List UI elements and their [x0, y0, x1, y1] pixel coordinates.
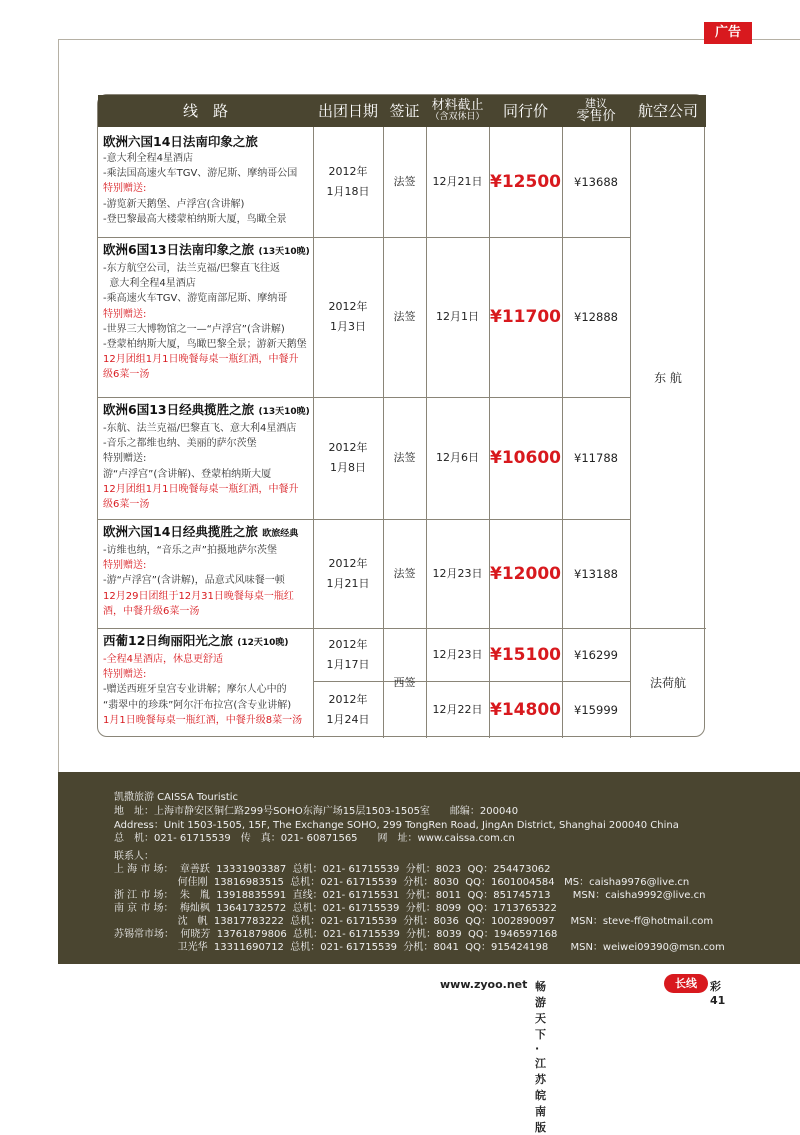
- route-title-text: 欧洲六国14日经典揽胜之旅: [103, 524, 258, 539]
- route-title-text: 欧洲6国13日经典揽胜之旅: [103, 402, 255, 417]
- contact-line: 上 海 市 场： 章善跃 13331903387 总机：021- 61715539 分机：8023 QQ：254473062: [114, 864, 551, 875]
- route-title: [103, 241, 310, 261]
- gift-label: 特别赠送:: [103, 308, 147, 320]
- retail-price: ¥13188: [574, 566, 618, 581]
- route-title-text: 欧洲6国13日法南印象之旅: [103, 242, 255, 257]
- route-line: -全程4星酒店，休息更舒适: [103, 654, 223, 665]
- site-url[interactable]: www.zyoo.net: [440, 978, 528, 991]
- gift-line: 游“卢浮宫”(含讲解)、登蒙柏纳斯大厦: [103, 468, 272, 480]
- section-badge: 长线: [664, 974, 708, 993]
- route-row-4: [103, 523, 298, 619]
- date-day: 1月17日: [326, 657, 370, 671]
- date-year: 2012年: [328, 165, 368, 178]
- address-cn: 地 址：上海市静安区铜仁路299号SOHO东海广场15层1503-1505室 邮编：200040: [114, 806, 519, 817]
- red-note: 级6菜一汤: [103, 499, 150, 511]
- date-year: 2012年: [328, 637, 368, 651]
- route-title-sub: (12天10晚): [237, 638, 289, 648]
- page-number: 彩41: [710, 980, 726, 1007]
- departure-date: [313, 519, 383, 628]
- route-row-5: [103, 632, 302, 728]
- edition-slogan: 畅游天下 · 江苏皖南版: [535, 980, 546, 1134]
- header-deadline-label: 材料截止: [431, 97, 484, 113]
- date-year: 2012年: [328, 692, 368, 706]
- gift-line: -赠送西班牙皇宫专业讲解；摩尔人心中的: [103, 684, 287, 696]
- route-line: 意大利全程4星酒店: [103, 278, 196, 290]
- date-day: 1月18日: [326, 185, 370, 198]
- route-line: -访维也纳，“音乐之声”拍摄地萨尔茨堡: [103, 545, 277, 556]
- contact-line: 沈 帆 13817783222 总机：021- 61715539 分机：8036 QQ：1002890097 MSN：steve-ff@hotmail.com: [114, 916, 714, 927]
- route-line: -乘高速火车TGV、游览南部尼斯、摩纳哥: [103, 293, 288, 305]
- visa: 法签: [393, 310, 416, 323]
- peer-price: ¥11700: [490, 307, 561, 327]
- date-day: 1月24日: [326, 712, 370, 726]
- date-day: 1月3日: [330, 320, 366, 333]
- header-date: 出团日期: [317, 101, 378, 120]
- route-title: [103, 401, 310, 421]
- contact-line: 何佳刚 13816983515 总机：021- 61715539 分机：8030 QQ：1601004584 MS：caisha9976@live.cn: [114, 877, 690, 888]
- date-year: 2012年: [328, 441, 368, 454]
- route-line: -乘法国高速火车TGV、游尼斯、摩纳哥公国: [103, 168, 298, 180]
- date-year: 2012年: [328, 556, 368, 570]
- route-title-text: 西葡12日绚丽阳光之旅: [103, 633, 233, 648]
- retail-price: ¥11788: [574, 451, 618, 465]
- gift-line: -游“卢浮宫”(含讲解)，品意式风味餐一顿: [103, 575, 285, 587]
- deadline: 12月21日: [432, 175, 483, 188]
- route-row-1: [103, 133, 297, 227]
- airline-china-eastern: 东 航: [654, 370, 682, 385]
- departure-date: [313, 397, 383, 519]
- airline-air-france-klm: 法荷航: [649, 676, 686, 690]
- route-title-sub: 欧旅经典: [262, 529, 299, 539]
- gift-line: “翡翠中的珍珠”阿尔汗布拉宫(含专业讲解): [103, 699, 292, 711]
- peer-price: ¥15100: [490, 644, 561, 665]
- red-note: 级6菜一汤: [103, 369, 150, 381]
- departure-date: [313, 237, 383, 397]
- header-deadline-note: （含双休日）: [430, 112, 485, 123]
- retail-price: ¥15999: [574, 702, 618, 717]
- gift-line: -游览新天鹅堡、卢浮宫(含讲解): [103, 198, 245, 210]
- peer-price: ¥14800: [490, 699, 561, 720]
- tour-price-table: [97, 94, 705, 737]
- contact-line: 苏锡常市场： 何晓芳 13761879806 总机：021- 61715539 分机：8039 QQ：1946597168: [114, 929, 558, 940]
- header-retail-price: [562, 95, 630, 127]
- header-retail-line2: 零售价: [576, 108, 616, 124]
- route-row-3: [103, 401, 310, 512]
- red-note: 酒，中餐升级6菜一汤: [103, 605, 200, 617]
- contact-line: 浙 江 市 场： 朱 胤 13918835591 直线：021- 61715531 分机：8011 QQ：851745713 MSN：caisha9992@live.cn: [114, 890, 706, 901]
- route-row-2: [103, 241, 310, 383]
- gift-line: -世界三大博物馆之一—“卢浮宫”(含讲解): [103, 323, 285, 335]
- peer-price: ¥10600: [490, 448, 561, 468]
- deadline: 12月23日: [432, 566, 483, 580]
- gift-line: -登蒙柏纳斯大厦，鸟瞰巴黎全景；游新天鹅堡: [103, 339, 307, 351]
- deadline: 12月6日: [436, 451, 479, 464]
- gift-label: 特别赠送:: [103, 560, 147, 572]
- visa: 西签: [393, 676, 416, 689]
- retail-price: ¥16299: [574, 647, 618, 662]
- departure-date: [313, 628, 383, 681]
- gift-line: -登巴黎最高大楼蒙柏纳斯大厦，鸟瞰全景: [103, 213, 287, 225]
- address-en: Address：Unit 1503-1505, 15F, The Exchange SOHO, 299 TongRen Road, JingAn District, Shanghai 200040 China: [114, 820, 679, 831]
- retail-price: ¥13688: [574, 175, 618, 189]
- visa: 法签: [393, 566, 416, 580]
- retail-price: ¥12888: [574, 310, 618, 324]
- red-note: 12月团组1月1日晚餐每桌一瓶红酒，中餐升: [103, 483, 299, 495]
- header-deadline: [426, 95, 489, 127]
- deadline: 12月1日: [436, 310, 479, 323]
- phone-info: 总 机：021- 61715539 传 真：021- 60871565 网 址：www.caissa.com.cn: [114, 833, 515, 844]
- date-day: 1月21日: [326, 576, 370, 590]
- gift-label: 特别赠送:: [103, 669, 147, 681]
- header-peer-price: 同行价: [502, 101, 548, 120]
- red-note: 12月团组1月1日晚餐每桌一瓶红酒，中餐升: [103, 354, 299, 366]
- route-line: -意大利全程4星酒店: [103, 153, 193, 164]
- visa: 法签: [393, 175, 416, 188]
- contact-label: 联系人：: [114, 851, 154, 862]
- peer-price: ¥12000: [490, 563, 561, 584]
- visa: 法签: [393, 451, 416, 464]
- route-title-sub: (13天10晚): [258, 407, 310, 417]
- header-airline: 航空公司: [637, 101, 698, 120]
- ad-tag: 广告: [704, 22, 752, 44]
- top-border-line: [58, 39, 800, 40]
- company-name: 凯撒旅游 CAISSA Touristic: [114, 792, 239, 803]
- red-note: 12月29日团组于12月31日晚餐每桌一瓶红: [103, 590, 294, 602]
- route-title: 欧洲六国14日法南印象之旅: [103, 134, 258, 149]
- route-title: [103, 632, 302, 652]
- route-title-sub: (13天10晚): [258, 247, 310, 257]
- deadline: 12月23日: [432, 647, 483, 661]
- gift-label: 特别赠送:: [103, 183, 147, 195]
- peer-price: ¥12500: [490, 172, 561, 192]
- header-route: 线 路: [182, 101, 228, 120]
- route-title: [103, 523, 298, 543]
- route-line: -东方航空公司，法兰克福/巴黎直飞往返: [103, 263, 280, 274]
- gift-label: 特别赠送:: [103, 453, 147, 465]
- header-visa: 签证: [389, 101, 420, 120]
- route-line: -东航、法兰克福/巴黎直飞、意大利4星酒店: [103, 423, 297, 434]
- contact-line: 南 京 市 场： 梅灿枫 13641732572 总机：021- 61715539 分机：8099 QQ：1713765322: [114, 903, 557, 914]
- date-year: 2012年: [328, 300, 368, 313]
- header-retail-line1: 建议: [585, 96, 607, 110]
- date-day: 1月8日: [330, 461, 366, 474]
- red-note: 1月1日晚餐每桌一瓶红酒，中餐升级8菜一汤: [103, 714, 303, 726]
- contact-footer: [58, 772, 800, 964]
- departure-date: [313, 681, 383, 738]
- deadline: 12月22日: [432, 702, 483, 716]
- contact-line: 卫光华 13311690712 总机：021- 61715539 分机：8041 QQ：915424198 MSN：weiwei09390@msn.com: [114, 942, 725, 953]
- departure-date: [313, 127, 383, 237]
- route-line: -音乐之都维也纳、美丽的萨尔茨堡: [103, 438, 257, 450]
